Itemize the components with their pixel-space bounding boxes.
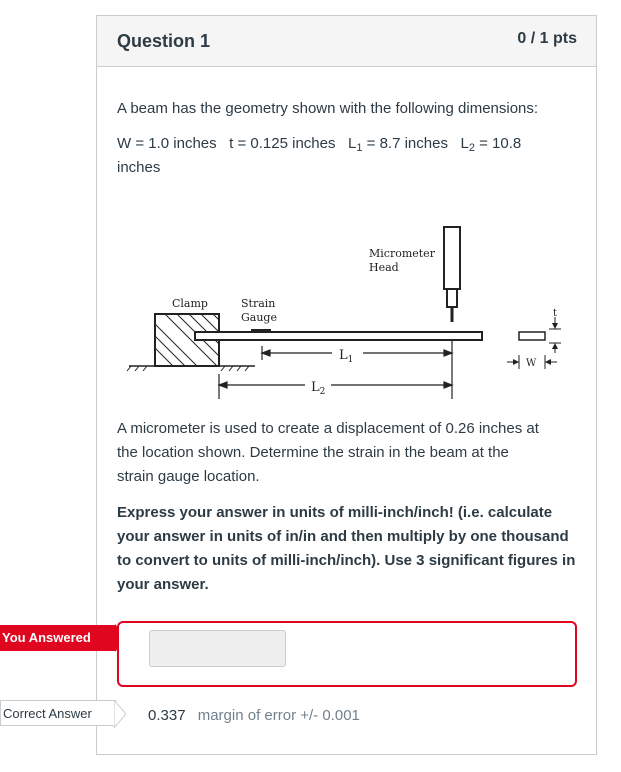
you-answered-label: You Answered [2,630,91,645]
l2-dimension [219,374,452,399]
l1-label: $L_1$ [339,348,354,365]
ground-hatch [127,366,255,371]
your-answer-input[interactable] [149,630,286,667]
question-intro: A beam has the geometry shown with the following dimensions: [117,100,539,117]
strain-label-2: Gauge [241,311,277,324]
you-answered-flag [0,625,116,651]
t-label: t [553,308,558,319]
strain-label-1: Strain [241,297,276,310]
dim-l2: $L_2 = 10.8$ [460,135,522,154]
question-paragraph-2: Express your answer in units of milli-inch/inch! (i.e. calculate your answer in units of in/in and then multiply by one thousand to convert to units of milli-inch/inch). Use 3 significant figures in your answer. [117,504,576,593]
micrometer-label-2: Head [369,261,399,274]
correct-answer-value: 0.337 [148,707,186,724]
dim-l1: $L_1 = 8.7$ inches [348,135,448,154]
strain-gauge [251,329,271,332]
flag-arrow-icon [114,700,126,728]
w-label: W [526,358,537,369]
correct-answer-line [148,707,360,724]
beam-diagram [125,219,565,399]
dim-w: W = 1.0 inches [117,135,217,152]
margin-of-error: margin of error +/- 0.001 [197,707,360,724]
dim-l2-unit: inches [117,159,161,176]
beam [195,332,482,340]
dimensions-line [117,132,579,157]
micrometer-icon [444,227,460,289]
l2-label: $L_2$ [311,380,326,397]
clamp-label: Clamp [172,297,208,310]
l1-dimension [262,341,452,399]
correct-answer-flag [0,700,116,726]
question-points: 0 / 1 pts [517,30,577,47]
dim-t: t = 0.125 inches [229,135,336,152]
correct-answer-label: Correct Answer [3,706,92,721]
micrometer-label-1: Micrometer [369,247,435,260]
question-header [97,16,596,67]
question-title: Question 1 [117,31,211,51]
question-paragraph-1: A micrometer is used to create a displacement of 0.26 inches at the location shown. Determine the strain in the beam at the strain gauge location. [117,420,539,485]
